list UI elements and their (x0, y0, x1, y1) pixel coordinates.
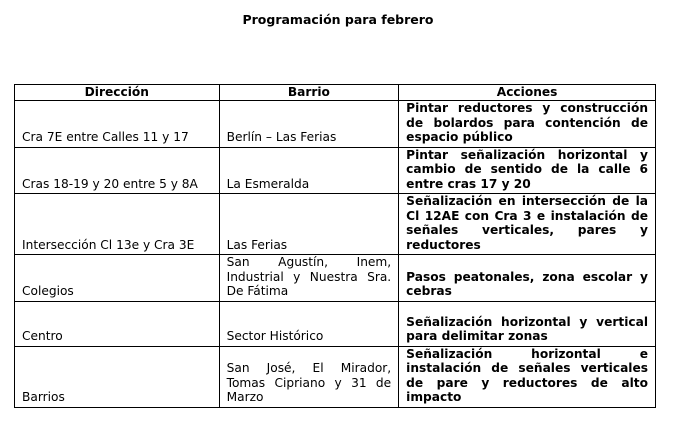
table-row (15, 147, 656, 194)
document-title: Programación para febrero (242, 12, 434, 27)
table-row (15, 346, 656, 407)
cell-acciones: Señalización horizontal e instalación de señales verticales de pare y reductores de alto impacto (399, 346, 656, 407)
cell-direccion: Cra 7E entre Calles 11 y 17 (15, 100, 220, 147)
cell-direccion: Centro (15, 301, 220, 346)
cell-acciones: Pintar reductores y construcción de bolardos para contención de espacio público (399, 100, 656, 147)
cell-barrio: Berlín – Las Ferias (219, 100, 399, 147)
schedule-table (14, 84, 656, 408)
cell-barrio: Sector Histórico (219, 301, 399, 346)
table-row (15, 100, 656, 147)
cell-barrio: La Esmeralda (219, 147, 399, 194)
cell-direccion: Cras 18-19 y 20 entre 5 y 8A (15, 147, 220, 194)
table-row (15, 194, 656, 255)
cell-barrio: San Agustín, Inem, Industrial y Nuestra Sra. De Fátima (219, 255, 399, 302)
cell-acciones: Pasos peatonales, zona escolar y cebras (399, 255, 656, 302)
cell-direccion: Intersección Cl 13e y Cra 3E (15, 194, 220, 255)
cell-direccion: Colegios (15, 255, 220, 302)
header-barrio: Barrio (219, 85, 399, 101)
cell-acciones: Pintar señalización horizontal y cambio de sentido de la calle 6 entre cras 17 y 20 (399, 147, 656, 194)
table-row (15, 255, 656, 302)
cell-barrio: San José, El Mirador, Tomas Cipriano y 31 de Marzo (219, 346, 399, 407)
cell-acciones: Señalización horizontal y vertical para delimitar zonas (399, 301, 656, 346)
table-header-row (15, 85, 656, 101)
cell-direccion: Barrios (15, 346, 220, 407)
header-direccion: Dirección (15, 85, 220, 101)
header-acciones: Acciones (399, 85, 656, 101)
cell-acciones: Señalización en intersección de la Cl 12AE con Cra 3 e instalación de señales verticales, pares y reductores (399, 194, 656, 255)
table-row (15, 301, 656, 346)
cell-barrio: Las Ferias (219, 194, 399, 255)
